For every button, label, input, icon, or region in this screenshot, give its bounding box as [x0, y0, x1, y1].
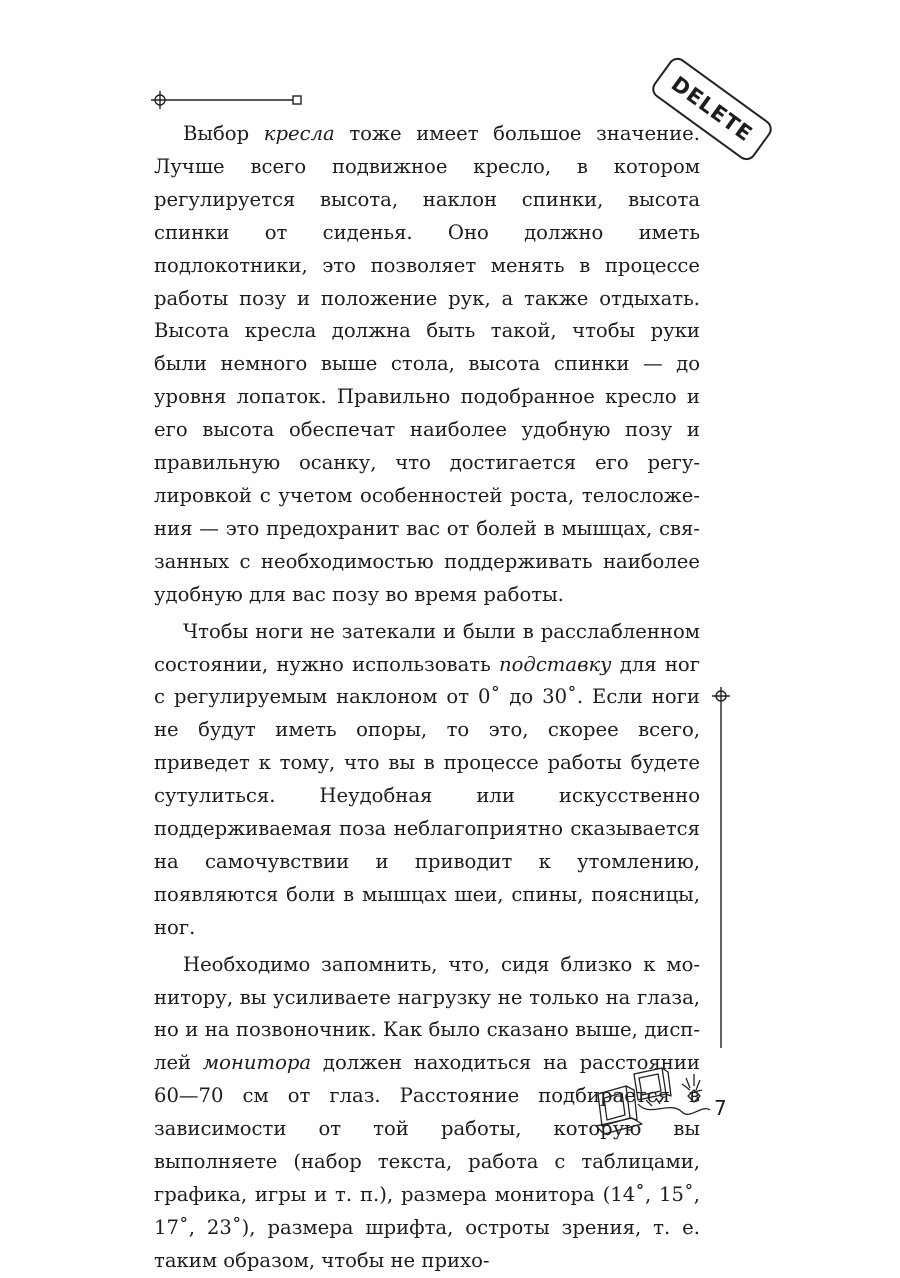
delete-badge-label: DELETE: [666, 71, 758, 147]
text-run: Необходимо запомнить, что, сидя близко к монитору, вы усиливаете нагрузку не только на глаза, но и на позвоночник. Как было сказано выше, дисплей: [154, 952, 700, 1075]
paragraph: [154, 118, 700, 612]
text-run: Выбор: [183, 122, 264, 145]
page-number: 7: [714, 1096, 727, 1120]
text-run: должен находиться на расстоянии 60—70 см от глаз. Расстояние подбирается в зависимости от той работы, которую вы выполняете (набор текста, работа с таблицами, графика, игры и т. п.), размера монитора (14˚, 15˚, 17˚, 23˚), размера шрифта, остроты зрения, т. е. таким образом, чтобы не прихо-: [154, 1051, 700, 1272]
top-crosshair-rule: [145, 88, 310, 112]
text-run: для ног с регулируемым наклоном от 0˚ до 30˚. Если ноги не будут иметь опоры, то это, скорее всего, приведет к тому, что вы в процессе работы будете сутулиться. Неудобная или искусственно поддерживаемая поза неблагоприятно сказывается на самочувствии и приводит к утомлению, появляются боли в мышцах шеи, спины, поясницы, ног.: [154, 652, 700, 939]
emphasized-term: кресла: [263, 122, 335, 145]
emphasized-term: монитора: [202, 1051, 312, 1075]
text-run: тоже имеет большое значение. Лучше всего подвижное кресло, в котором регулируется высота, наклон спинки, высота спинки от сиденья. Оно должно иметь подлокотники, это позволяет менять в процессе работы позу и положение рук, а также отдыхать. Высота кресла должна быть такой, чтобы руки были немного выше стола, высота спинки — до уровня лопаток. Правильно подобранное кресло и его высота обеспечат наиболее удобную позу и правильную осанку, что достигается его регулировкой с учетом особенностей роста, телосложения — это предохранит вас от болей в мышцах, связанных с необходимостью поддерживать наиболее удобную для вас позу во время работы.: [154, 122, 700, 606]
paragraph: [154, 616, 700, 945]
text-run: Чтобы ноги не затекали и были в расслабленном состоянии, нужно использовать: [154, 619, 700, 676]
emphasized-term: подставку: [499, 652, 612, 676]
computer-illustration: [590, 1060, 720, 1140]
right-crosshair-rule: [708, 682, 734, 1052]
